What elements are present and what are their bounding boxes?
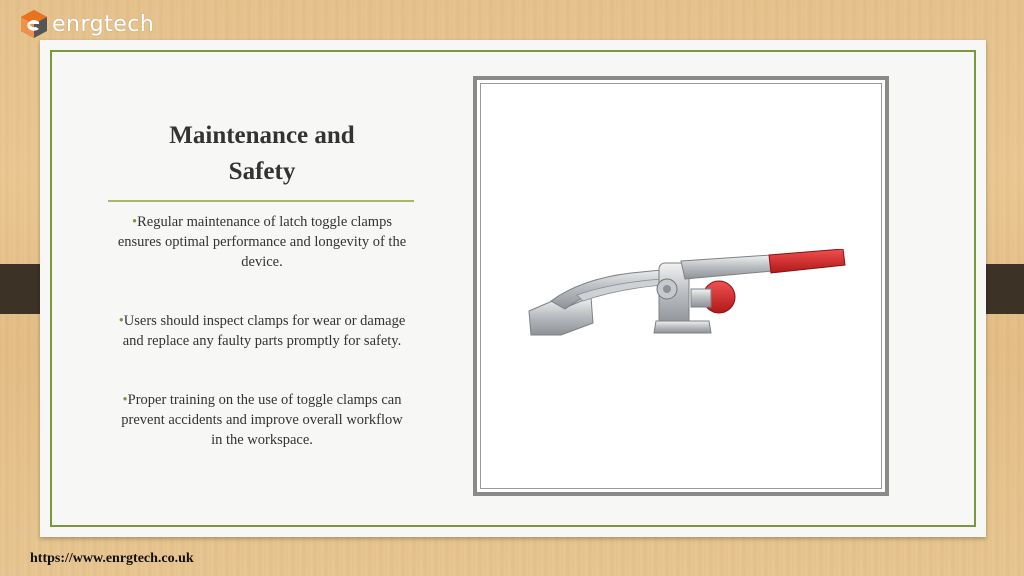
title-divider	[108, 200, 414, 202]
enrgtech-logo-icon	[20, 9, 48, 39]
slide-title: Maintenance and Safety	[169, 122, 355, 185]
brand-logo	[20, 8, 154, 40]
toggle-clamp-photo-icon	[521, 249, 851, 349]
bullet-item	[116, 212, 408, 272]
slide-card	[40, 40, 986, 537]
brand-name: enrgtech	[52, 11, 155, 37]
footer-url[interactable]: https://www.enrgtech.co.uk	[30, 551, 194, 566]
bullet-text: Proper training on the use of toggle clamps can prevent accidents and improve overall workflow in the workspace.	[121, 392, 403, 448]
product-image-frame	[473, 76, 889, 496]
bullet-marker: •	[132, 214, 138, 230]
bullet-marker: •	[122, 392, 128, 408]
product-image	[480, 83, 882, 489]
bullet-item	[116, 311, 408, 351]
bullet-item	[116, 390, 408, 450]
bullet-marker: •	[118, 313, 124, 329]
bullet-text: Users should inspect clamps for wear or damage and replace any faulty parts promptly for safety.	[122, 313, 406, 349]
bullet-list	[116, 212, 408, 489]
bullet-text: Regular maintenance of latch toggle clamps ensures optimal performance and longevity of the device.	[117, 214, 407, 270]
